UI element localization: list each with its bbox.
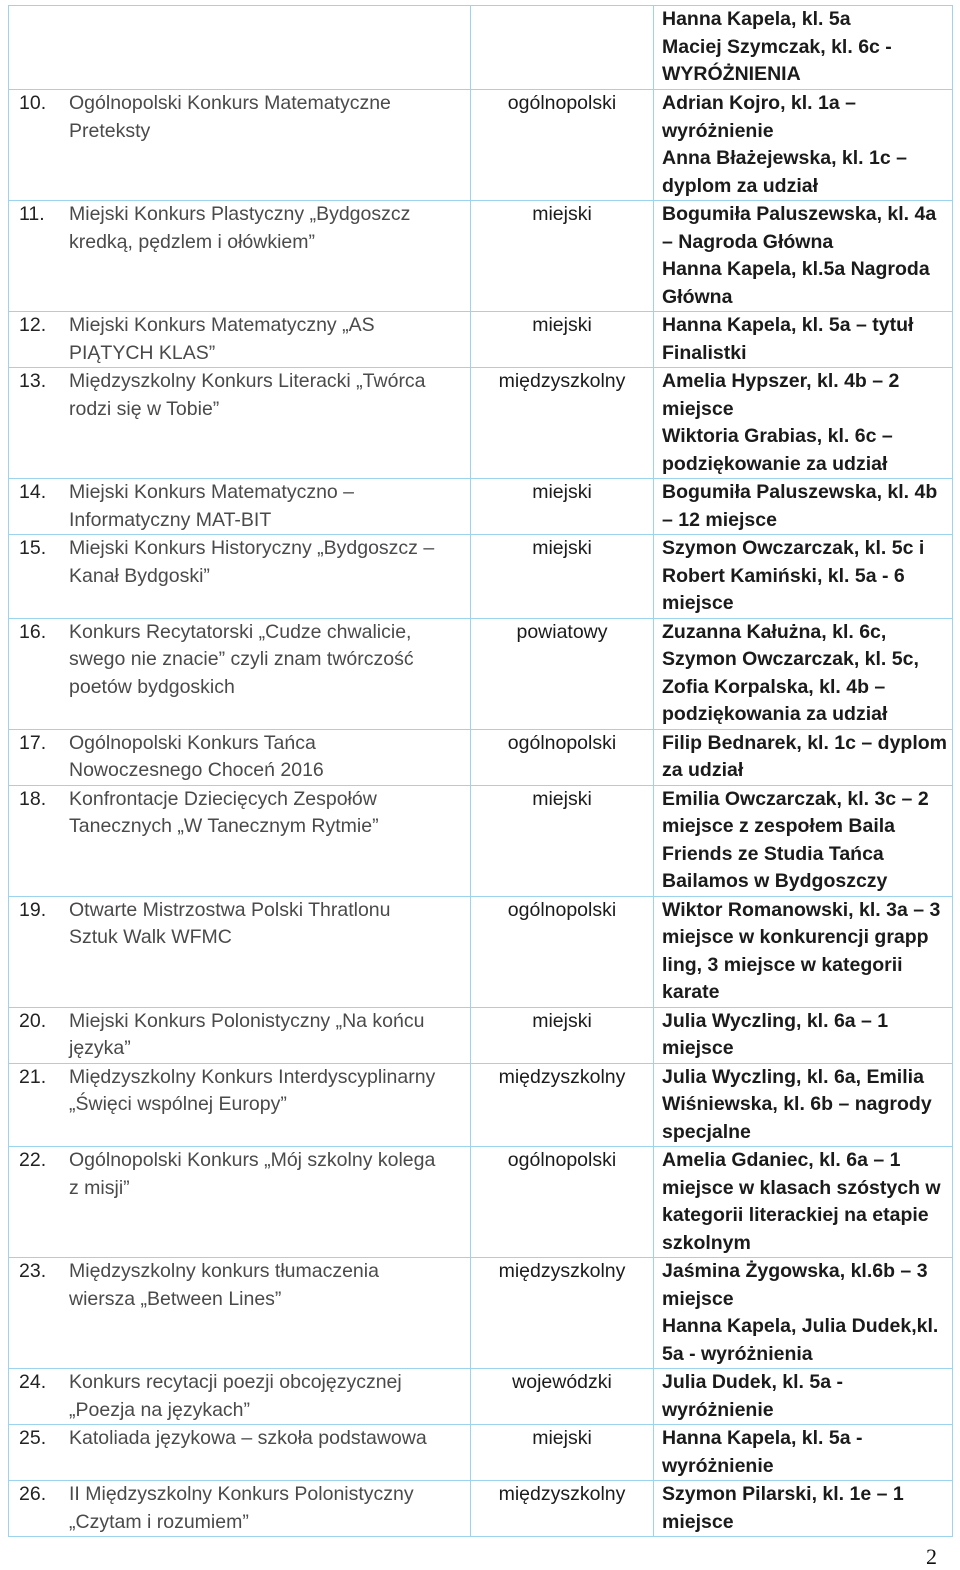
table-row xyxy=(9,1007,953,1063)
competition-level: miejski xyxy=(471,535,654,619)
competition-name: Międzyszkolny Konkurs Literacki „Twórca rodzi się w Tobie” xyxy=(69,370,426,420)
table-row xyxy=(9,201,953,312)
competition-cell xyxy=(9,312,471,368)
competition-cell xyxy=(9,201,471,312)
table-row xyxy=(9,368,953,479)
table-row xyxy=(9,729,953,785)
winners-cell: Wiktor Romanowski, kl. 3a – 3 miejsce w konkurencji grapp ling, 3 miejsce w kategorii karate xyxy=(654,896,953,1007)
table-row xyxy=(9,6,953,90)
competition-level: ogólnopolski xyxy=(471,90,654,201)
competition-entry xyxy=(19,535,464,590)
competition-name: Miejski Konkurs Plastyczny „Bydgoszcz kredką, pędzlem i ołówkiem” xyxy=(69,203,411,253)
competition-cell xyxy=(9,368,471,479)
winners-cell: Bogumiła Paluszewska, kl. 4a – Nagroda Główna Hanna Kapela, kl.5a Nagroda Główna xyxy=(654,201,953,312)
row-number: 24. xyxy=(19,1371,47,1393)
row-number: 19. xyxy=(19,898,47,921)
competition-name: Miejski Konkurs Matematyczny „AS PIĄTYCH KLAS” xyxy=(69,314,375,364)
table-row xyxy=(9,1481,953,1537)
competition-level xyxy=(471,6,654,90)
competition-level: miejski xyxy=(471,1007,654,1063)
table-row xyxy=(9,785,953,896)
competition-name: Międzyszkolny Konkurs Interdyscyplinarny „Święci wspólnej Europy” xyxy=(69,1065,436,1115)
winners-cell: Amelia Hypszer, kl. 4b – 2 miejsce Wiktoria Grabias, kl. 6c – podziękowanie za udział xyxy=(654,368,953,479)
winners-cell: Szymon Pilarski, kl. 1e – 1 miejsce xyxy=(654,1481,953,1537)
row-number: 18. xyxy=(19,787,47,810)
table-row xyxy=(9,1147,953,1258)
row-number: 23. xyxy=(19,1260,47,1282)
competition-cell xyxy=(9,785,471,896)
competition-level: międzyszkolny xyxy=(471,1063,654,1147)
competition-entry xyxy=(19,90,464,145)
competition-name: Miejski Konkurs Matematyczno – Informatyczny MAT-BIT xyxy=(69,481,355,531)
competition-entry xyxy=(19,619,464,702)
row-number: 16. xyxy=(19,620,47,643)
row-number: 20. xyxy=(19,1009,47,1032)
competition-cell xyxy=(9,1147,471,1258)
competition-cell xyxy=(9,479,471,535)
competition-entry xyxy=(19,201,464,256)
competition-entry xyxy=(19,1481,464,1536)
winners-cell: Zuzanna Kałużna, kl. 6c, Szymon Owczarczak, kl. 5c, Zofia Korpalska, kl. 4b – podziękowania za udział xyxy=(654,618,953,729)
competition-entry xyxy=(19,786,464,841)
winners-cell: Julia Dudek, kl. 5a - wyróżnienie xyxy=(654,1369,953,1425)
competition-name: II Międzyszkolny Konkurs Polonistyczny „Czytam i rozumiem” xyxy=(69,1483,414,1533)
competition-cell xyxy=(9,6,471,90)
competition-name: Konkurs recytacji poezji obcojęzycznej „Poezja na językach” xyxy=(69,1371,402,1421)
competition-entry xyxy=(19,1064,464,1119)
competition-cell xyxy=(9,1481,471,1537)
page-number: 2 xyxy=(926,1544,937,1569)
competition-entry xyxy=(19,897,464,952)
competition-cell xyxy=(9,535,471,619)
row-number: 21. xyxy=(19,1065,47,1088)
competition-entry xyxy=(19,1147,464,1202)
table-row xyxy=(9,479,953,535)
row-number: 10. xyxy=(19,92,47,114)
competition-name: Ogólnopolski Konkurs Matematyczne Preteksty xyxy=(69,92,391,142)
competition-cell xyxy=(9,1007,471,1063)
table-row xyxy=(9,618,953,729)
winners-cell: Filip Bednarek, kl. 1c – dyplom za udział xyxy=(654,729,953,785)
competition-name: Miejski Konkurs Historyczny „Bydgoszcz – Kanał Bydgoski” xyxy=(69,537,435,587)
competition-cell xyxy=(9,1369,471,1425)
competition-entry xyxy=(19,479,464,534)
competition-cell xyxy=(9,1258,471,1369)
competition-cell xyxy=(9,1425,471,1481)
row-number: 15. xyxy=(19,537,47,559)
winners-cell: Hanna Kapela, kl. 5a – tytuł Finalistki xyxy=(654,312,953,368)
competition-entry xyxy=(19,368,464,423)
competition-entry xyxy=(19,312,464,367)
results-table xyxy=(8,5,953,1537)
competition-level: powiatowy xyxy=(471,618,654,729)
competition-name: Ogólnopolski Konkurs „Mój szkolny kolega z misji” xyxy=(69,1149,436,1199)
competition-name: Ogólnopolski Konkurs Tańca Nowoczesnego Choceń 2016 xyxy=(69,731,324,781)
row-number: 12. xyxy=(19,314,47,336)
winners-cell: Adrian Kojro, kl. 1a – wyróżnienie Anna Błażejewska, kl. 1c – dyplom za udział xyxy=(654,90,953,201)
competition-name: Międzyszkolny konkurs tłumaczenia wiersza „Between Lines” xyxy=(69,1260,379,1310)
winners-cell: Emilia Owczarczak, kl. 3c – 2 miejsce z zespołem Baila Friends ze Studia Tańca Bailamos w Bydgoszczy xyxy=(654,785,953,896)
competition-level: miejski xyxy=(471,479,654,535)
competition-level: miejski xyxy=(471,1425,654,1481)
competition-entry xyxy=(19,1425,464,1453)
table-row xyxy=(9,90,953,201)
competition-name: Konfrontacje Dziecięcych Zespołów Tanecznych „W Tanecznym Rytmie” xyxy=(69,787,379,837)
competition-level: ogólnopolski xyxy=(471,1147,654,1258)
winners-cell: Julia Wyczling, kl. 6a – 1 miejsce xyxy=(654,1007,953,1063)
competition-level: miejski xyxy=(471,312,654,368)
winners-cell: Hanna Kapela, kl. 5a - wyróżnienie xyxy=(654,1425,953,1481)
row-number: 13. xyxy=(19,370,47,392)
competition-cell xyxy=(9,1063,471,1147)
winners-cell: Amelia Gdaniec, kl. 6a – 1 miejsce w klasach szóstych w kategorii literackiej na etapie szkolnym xyxy=(654,1147,953,1258)
competition-level: międzyszkolny xyxy=(471,368,654,479)
competition-level: międzyszkolny xyxy=(471,1258,654,1369)
competition-entry xyxy=(19,1008,464,1063)
competition-cell xyxy=(9,618,471,729)
table-row xyxy=(9,1425,953,1481)
competition-cell xyxy=(9,90,471,201)
row-number: 17. xyxy=(19,731,47,754)
competition-entry xyxy=(19,730,464,785)
competition-name: Miejski Konkurs Polonistyczny „Na końcu języka” xyxy=(69,1009,425,1059)
competition-name: Konkurs Recytatorski „Cudze chwalicie, swego nie znacie” czyli znam twórczość poetów bydgoskich xyxy=(69,620,414,698)
winners-cell: Bogumiła Paluszewska, kl. 4b – 12 miejsce xyxy=(654,479,953,535)
competition-cell xyxy=(9,896,471,1007)
competition-level: ogólnopolski xyxy=(471,729,654,785)
table-row xyxy=(9,535,953,619)
table-row xyxy=(9,1369,953,1425)
row-number: 11. xyxy=(19,203,45,225)
competition-cell xyxy=(9,729,471,785)
competition-level: ogólnopolski xyxy=(471,896,654,1007)
row-number: 14. xyxy=(19,481,47,503)
winners-cell: Hanna Kapela, kl. 5a Maciej Szymczak, kl. 6c - WYRÓŻNIENIA xyxy=(654,6,953,90)
table-row xyxy=(9,1063,953,1147)
competition-name: Otwarte Mistrzostwa Polski Thratlonu Sztuk Walk WFMC xyxy=(69,898,391,948)
competition-name: Katoliada językowa – szkoła podstawowa xyxy=(69,1427,427,1449)
competition-level: wojewódzki xyxy=(471,1369,654,1425)
table-row xyxy=(9,1258,953,1369)
competition-level: miejski xyxy=(471,785,654,896)
competition-level: międzyszkolny xyxy=(471,1481,654,1537)
competition-level: miejski xyxy=(471,201,654,312)
competition-entry xyxy=(19,1258,464,1313)
row-number: 26. xyxy=(19,1483,47,1505)
winners-cell: Julia Wyczling, kl. 6a, Emilia Wiśniewska, kl. 6b – nagrody specjalne xyxy=(654,1063,953,1147)
winners-cell: Jaśmina Żygowska, kl.6b – 3 miejsce Hanna Kapela, Julia Dudek,kl. 5a - wyróżnienia xyxy=(654,1258,953,1369)
winners-cell: Szymon Owczarczak, kl. 5c i Robert Kamiński, kl. 5a - 6 miejsce xyxy=(654,535,953,619)
results-table-body xyxy=(9,6,953,1537)
table-row xyxy=(9,896,953,1007)
table-row xyxy=(9,312,953,368)
row-number: 25. xyxy=(19,1427,47,1449)
competition-entry xyxy=(19,1369,464,1424)
row-number: 22. xyxy=(19,1149,47,1171)
